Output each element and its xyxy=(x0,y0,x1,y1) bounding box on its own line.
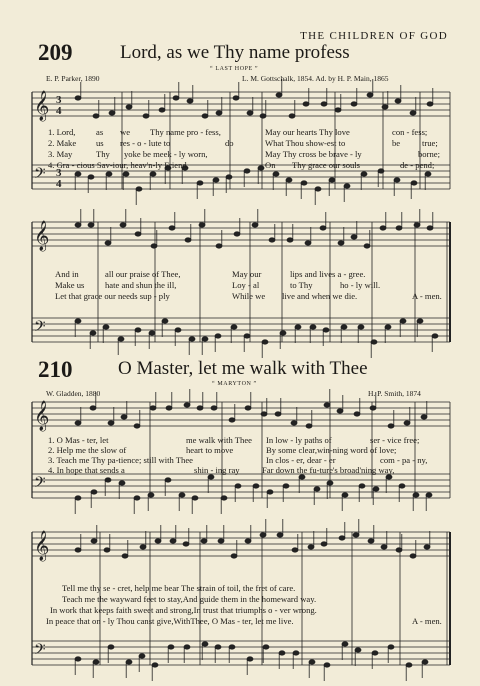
notehead xyxy=(183,542,189,546)
lyric: 3. Teach me Thy pa-tience; still with Thee xyxy=(48,455,193,465)
lyric: com - pa - ny, xyxy=(380,455,428,465)
lyric: May our xyxy=(232,269,262,279)
notehead xyxy=(361,172,367,176)
lyric: In clos - er, dear - er xyxy=(266,455,336,465)
notehead xyxy=(344,184,350,188)
notehead xyxy=(310,325,316,329)
notehead xyxy=(104,548,110,552)
lyric: de - pend; xyxy=(400,160,435,170)
lyric: While we xyxy=(232,291,266,301)
notehead xyxy=(216,111,222,115)
lyric: true; xyxy=(422,138,438,148)
notehead xyxy=(339,536,345,540)
notehead xyxy=(394,178,400,182)
notehead xyxy=(135,328,141,332)
lyric: In low - ly paths of xyxy=(266,435,332,445)
notehead xyxy=(351,235,357,239)
author-credit: E. P. Parker, 1890 xyxy=(46,74,100,83)
lyric: as xyxy=(96,127,104,137)
notehead xyxy=(221,496,227,500)
notehead xyxy=(295,325,301,329)
lyric: Thy name pro - fess, xyxy=(150,127,221,137)
notehead xyxy=(262,340,268,344)
notehead xyxy=(155,539,161,543)
running-head: THE CHILDREN OF GOD xyxy=(300,30,448,42)
notehead xyxy=(152,663,158,667)
notehead xyxy=(184,645,190,649)
notehead xyxy=(395,99,401,103)
notehead xyxy=(75,496,81,500)
notehead xyxy=(231,325,237,329)
lyric: ho - ly will. xyxy=(340,280,381,290)
hymn-number: 209 xyxy=(38,40,73,65)
lyric: Far down the fu-ture's broad'ning way, xyxy=(262,465,395,475)
notehead xyxy=(353,533,359,537)
lyric: 2. Help me the slow of xyxy=(48,445,127,455)
notehead xyxy=(118,337,124,341)
notehead xyxy=(289,114,295,118)
notehead xyxy=(75,548,81,552)
notehead xyxy=(173,96,179,100)
notehead xyxy=(90,406,96,410)
notehead xyxy=(162,319,168,323)
lyric: By some clear,win-ning word of love; xyxy=(266,445,397,455)
notehead xyxy=(187,99,193,103)
notehead xyxy=(252,223,258,227)
notehead xyxy=(120,223,126,227)
lyric: do xyxy=(225,138,234,148)
lyric: me walk with Thee xyxy=(186,435,252,445)
notehead xyxy=(303,102,309,106)
lyric: live and when we die. xyxy=(282,291,358,301)
notehead xyxy=(324,663,330,667)
notehead xyxy=(427,226,433,230)
notehead xyxy=(229,645,235,649)
notehead xyxy=(335,108,341,112)
notehead xyxy=(372,651,378,655)
notehead xyxy=(293,651,299,655)
notehead xyxy=(283,484,289,488)
notehead xyxy=(279,651,285,655)
lyric: ser - vice free; xyxy=(370,435,420,445)
lyric: con - fess; xyxy=(392,127,428,137)
notehead xyxy=(135,232,141,236)
notehead xyxy=(261,412,267,416)
lyric: hate and shun the ill, xyxy=(105,280,177,290)
notehead xyxy=(126,660,132,664)
notehead xyxy=(260,114,266,118)
notehead xyxy=(90,331,96,335)
notehead xyxy=(226,175,232,179)
notehead xyxy=(370,406,376,410)
notehead xyxy=(380,226,386,230)
notehead xyxy=(247,657,253,661)
lyric: May Thy cross be brave - ly xyxy=(265,149,362,159)
notehead xyxy=(315,187,321,191)
lyric: Let that grace our needs sup - ply xyxy=(55,291,170,301)
notehead xyxy=(427,102,433,106)
lyric: 1. Lord, xyxy=(48,127,76,137)
notehead xyxy=(75,421,81,425)
notehead xyxy=(75,657,81,661)
notehead xyxy=(351,102,357,106)
notehead xyxy=(277,533,283,537)
notehead xyxy=(406,663,412,667)
hymn-title: O Master, let me walk with Thee xyxy=(118,358,368,379)
lyric: 4. Gra - cious Sav-iour, heav'n-ly Friend, xyxy=(48,160,189,170)
tune-name: “ LAST HOPE ” xyxy=(210,66,259,72)
notehead xyxy=(301,181,307,185)
notehead xyxy=(371,340,377,344)
lyric: all our praise of Thee, xyxy=(105,269,181,279)
notehead xyxy=(320,226,326,230)
tune-name: “ MARYTON ” xyxy=(212,381,257,387)
notehead xyxy=(184,403,190,407)
notehead xyxy=(199,223,205,227)
svg-text:𝄞: 𝄞 xyxy=(34,221,50,251)
notehead xyxy=(305,241,311,245)
notehead xyxy=(381,545,387,549)
notehead xyxy=(382,105,388,109)
notehead xyxy=(342,493,348,497)
notehead xyxy=(321,102,327,106)
notehead xyxy=(354,412,360,416)
lyric: us xyxy=(96,138,104,148)
notehead xyxy=(396,548,402,552)
notehead xyxy=(231,554,237,558)
svg-text:𝄢: 𝄢 xyxy=(34,474,46,495)
notehead xyxy=(197,181,203,185)
notehead xyxy=(337,409,343,413)
notehead xyxy=(88,175,94,179)
lyric: Tell me thy se - cret, help me bear The strain of toil, the fret of care. xyxy=(62,583,296,593)
notehead xyxy=(425,172,431,176)
notehead xyxy=(234,232,240,236)
notehead xyxy=(119,481,125,485)
lyric: And in xyxy=(55,269,79,279)
svg-text:𝄞: 𝄞 xyxy=(34,531,50,561)
notehead xyxy=(306,424,312,428)
hymn-number: 210 xyxy=(38,357,73,382)
svg-text:𝄞: 𝄞 xyxy=(34,401,50,431)
notehead xyxy=(75,96,81,100)
notehead xyxy=(235,484,241,488)
lyric: 2. Make xyxy=(48,138,77,148)
notehead xyxy=(422,660,428,664)
notehead xyxy=(123,172,129,176)
notehead xyxy=(269,238,275,242)
svg-text:𝄢: 𝄢 xyxy=(34,165,46,186)
lyric: yoke be meek - ly worn, xyxy=(124,149,208,159)
notehead xyxy=(359,484,365,488)
lyric: 1. O Mas - ter, let xyxy=(48,435,109,445)
notehead xyxy=(399,484,405,488)
notehead xyxy=(150,406,156,410)
notehead xyxy=(105,241,111,245)
lyric: we xyxy=(120,127,131,137)
notehead xyxy=(202,642,208,646)
notehead xyxy=(75,172,81,176)
notehead xyxy=(291,421,297,425)
notehead xyxy=(424,545,430,549)
notehead xyxy=(308,545,314,549)
notehead xyxy=(108,421,114,425)
lyric: 4. In hope that sends a xyxy=(48,465,125,475)
notehead xyxy=(148,493,154,497)
notehead xyxy=(263,645,269,649)
lyric: In peace that on - ly Thou canst give,WithThee, O Mas - ter, let me live. xyxy=(46,616,294,626)
composer-credit: L. M. Gottschalk, 1854. Ad. by H. P. Main, 1865 xyxy=(242,74,389,83)
notehead xyxy=(202,114,208,118)
notehead xyxy=(211,406,217,410)
notehead xyxy=(179,493,185,497)
notehead xyxy=(201,539,207,543)
notehead xyxy=(134,424,140,428)
notehead xyxy=(151,244,157,248)
notehead xyxy=(93,114,99,118)
author-credit: W. Gladden, 1880 xyxy=(46,389,101,398)
notehead xyxy=(216,244,222,248)
notehead xyxy=(229,418,235,422)
svg-text:4: 4 xyxy=(56,105,62,117)
lyric: Loy - al xyxy=(232,280,260,290)
notehead xyxy=(213,178,219,182)
notehead xyxy=(292,548,298,552)
notehead xyxy=(368,539,374,543)
notehead xyxy=(168,645,174,649)
notehead xyxy=(421,415,427,419)
notehead xyxy=(189,337,195,341)
notehead xyxy=(165,478,171,482)
notehead xyxy=(247,111,253,115)
svg-text:3: 3 xyxy=(56,94,62,106)
notehead xyxy=(426,493,432,497)
notehead xyxy=(410,554,416,558)
lyric: shin - ing ray xyxy=(194,465,240,475)
notehead xyxy=(342,642,348,646)
notehead xyxy=(105,478,111,482)
notehead xyxy=(341,325,347,329)
notehead xyxy=(413,493,419,497)
notehead xyxy=(323,328,329,332)
lyric: to Thy xyxy=(290,280,313,290)
notehead xyxy=(75,319,81,323)
notehead xyxy=(192,496,198,500)
notehead xyxy=(367,93,373,97)
notehead xyxy=(75,223,81,227)
notehead xyxy=(355,648,361,652)
composer-credit: H. P. Smith, 1874 xyxy=(368,389,421,398)
notehead xyxy=(106,172,112,176)
lyric: May our hearts Thy love xyxy=(265,127,350,137)
notehead xyxy=(309,660,315,664)
notehead xyxy=(140,545,146,549)
notehead xyxy=(358,325,364,329)
notehead xyxy=(134,496,140,500)
lyric: be xyxy=(392,138,401,148)
notehead xyxy=(314,487,320,491)
notehead xyxy=(166,406,172,410)
lyric: borne; xyxy=(418,149,440,159)
lyric: res - o - lute to xyxy=(120,138,171,148)
lyric: Thy xyxy=(96,149,110,159)
notehead xyxy=(91,490,97,494)
notehead xyxy=(276,93,282,97)
notehead xyxy=(108,645,114,649)
notehead xyxy=(400,319,406,323)
lyric: Make us xyxy=(55,280,85,290)
svg-text:4: 4 xyxy=(56,178,62,190)
notehead xyxy=(218,539,224,543)
notehead xyxy=(169,226,175,230)
notehead xyxy=(275,412,281,416)
notehead xyxy=(414,223,420,227)
notehead xyxy=(121,415,127,419)
notehead xyxy=(175,328,181,332)
notehead xyxy=(385,325,391,329)
notehead xyxy=(253,484,259,488)
notehead xyxy=(233,96,239,100)
notehead xyxy=(396,226,402,230)
notehead xyxy=(136,187,142,191)
svg-text:3: 3 xyxy=(56,167,62,179)
notehead xyxy=(245,406,251,410)
notehead xyxy=(287,238,293,242)
notehead xyxy=(327,481,333,485)
notehead xyxy=(91,539,97,543)
notehead xyxy=(280,331,286,335)
lyric: What Thou show-est to xyxy=(265,138,346,148)
notehead xyxy=(185,238,191,242)
notehead xyxy=(364,244,370,248)
lyric: On xyxy=(265,160,276,170)
notehead xyxy=(215,334,221,338)
notehead xyxy=(260,533,266,537)
notehead xyxy=(329,178,335,182)
svg-text:𝄞: 𝄞 xyxy=(34,91,50,121)
notehead xyxy=(103,325,109,329)
notehead xyxy=(122,554,128,558)
notehead xyxy=(273,172,279,176)
lyric: Thy grace our souls xyxy=(292,160,361,170)
notehead xyxy=(197,406,203,410)
notehead xyxy=(159,108,165,112)
notehead xyxy=(215,645,221,649)
notehead xyxy=(244,334,250,338)
notehead xyxy=(170,539,176,543)
lyric: 3. May xyxy=(48,149,73,159)
notehead xyxy=(267,490,273,494)
lyric: A - men. xyxy=(412,291,442,301)
notehead xyxy=(388,424,394,428)
notehead xyxy=(286,178,292,182)
notehead xyxy=(324,403,330,407)
lyric: A - men. xyxy=(412,616,442,626)
notehead xyxy=(245,539,251,543)
notehead xyxy=(321,542,327,546)
notehead xyxy=(88,223,94,227)
svg-text:𝄢: 𝄢 xyxy=(34,641,46,662)
hymn-title: Lord, as we Thy name profess xyxy=(120,42,350,63)
notehead xyxy=(388,645,394,649)
notehead xyxy=(93,660,99,664)
notehead xyxy=(404,421,410,425)
svg-text:𝄢: 𝄢 xyxy=(34,318,46,339)
notehead xyxy=(126,105,132,109)
notehead xyxy=(411,181,417,185)
notehead xyxy=(432,334,438,338)
notehead xyxy=(143,114,149,118)
notehead xyxy=(149,331,155,335)
notehead xyxy=(410,111,416,115)
lyric: lips and lives a - gree. xyxy=(290,269,366,279)
notehead xyxy=(338,241,344,245)
lyric: heart to move xyxy=(186,445,234,455)
lyric: In work that keeps faith sweet and strong,In trust that triumphs o - ver wrong. xyxy=(50,605,317,615)
notehead xyxy=(139,654,145,658)
notehead xyxy=(417,319,423,323)
notehead xyxy=(202,337,208,341)
notehead xyxy=(109,111,115,115)
notehead xyxy=(373,487,379,491)
lyric: Teach me the wayward feet to stay,And guide them in the homeward way. xyxy=(62,594,317,604)
notehead xyxy=(150,172,156,176)
